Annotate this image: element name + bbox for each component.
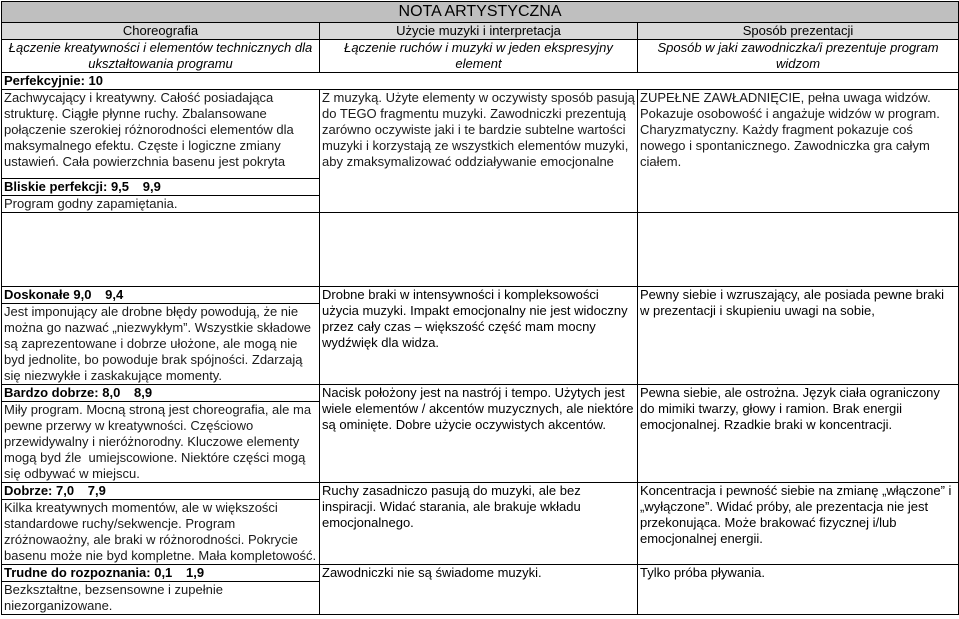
- level-row: [2, 565, 959, 582]
- column-header-choreography: Choreografia: [2, 23, 320, 40]
- music-criteria: Nacisk położony jest na nastrój i tempo. Użytych jest wiele elementów / akcentów muzycznych, ale niektóre są ominięte. Dobre użycie oczywistych akcentów.: [320, 385, 638, 483]
- choreography-criteria: Program godny zapamiętania.: [2, 196, 320, 213]
- level-row: [2, 483, 959, 500]
- column-header-music: Użycie muzyki i interpretacja: [320, 23, 638, 40]
- level-label: Bliskie perfekcji: 9,5 9,9: [2, 179, 320, 196]
- table-title: NOTA ARTYSTYCZNA: [2, 2, 959, 23]
- artistic-score-sheet: [1, 1, 958, 615]
- level-label: Trudne do rozpoznania: 0,1 1,9: [2, 565, 320, 582]
- music-criteria: Drobne braki w intensywności i kompleksowości użycia muzyki. Impakt emocjonalny nie jest widoczny przez cały czas – większość część mam mocny wydźwięk dla widza.: [320, 287, 638, 385]
- choreography-criteria: Jest imponujący ale drobne błędy powodują, że nie można go nazwać „niezwykłym”. Wszystkie składowe są zaprezentowane i dobrze ułożone, ale mogą nie byd jednolite, bo powoduje brak spójności. Zdarzają się niezwykłe i zaskakujące momenty.: [2, 304, 320, 385]
- level-label: Doskonałe 9,0 9,4: [2, 287, 320, 304]
- level-row: [2, 73, 959, 90]
- scoring-table: [1, 1, 959, 615]
- column-subtitle-choreography: Łączenie kreatywności i elementów technicznych dla ukształtowania programu: [2, 40, 320, 73]
- presentation-spacer: [638, 213, 959, 287]
- column-subtitle-row: [2, 40, 959, 73]
- choreography-criteria: Miły program. Mocną stroną jest choreografia, ale ma pewne przerwy w kreatywności. Częściowo przewidywalny i nieróżnorodny. Kluczowe elementy mogą byd źle umiejscowione. Niektóre części mogą się odbywać w miejscu.: [2, 402, 320, 483]
- presentation-criteria: Pewna siebie, ale ostrożna. Język ciała ograniczony do mimiki twarzy, głowy i ramion. Brak energii emocjonalnej. Rzadkie braki w koncentracji.: [638, 385, 959, 483]
- criteria-spacer-row: [2, 213, 959, 287]
- choreography-criteria: Zachwycający i kreatywny. Całość posiadająca strukturę. Ciągłe płynne ruchy. Zbalansowane połączenie szerokiej różnorodności elementów dla maksymalnego efektu. Częste i logiczne zmiany ustawień. Cała powierzchnia basenu jest pokryta: [2, 90, 320, 179]
- level-row: [2, 385, 959, 402]
- presentation-criteria: Tylko próba pływania.: [638, 565, 959, 615]
- choreography-criteria: Kilka kreatywnych momentów, ale w większości standardowe ruchy/sekwencje. Program zróżnowaożny, ale braki w różnorodności. Pokrycie basenu może nie byd kompletne. Mała kompletowość.: [2, 500, 320, 565]
- column-header-row: [2, 23, 959, 40]
- column-subtitle-music: Łączenie ruchów i muzyki w jeden ekspresyjny element: [320, 40, 638, 73]
- presentation-criteria: Pewny siebie i wzruszający, ale posiada pewne braki w prezentacji i skupieniu uwagi na sobie,: [638, 287, 959, 385]
- level-label: Perfekcyjnie: 10: [2, 73, 320, 90]
- level-spacer: [320, 73, 638, 90]
- level-spacer: [638, 73, 959, 90]
- choreography-criteria: Bezkształtne, bezsensowne i zupełnie niezorganizowane.: [2, 582, 320, 615]
- music-criteria: Ruchy zasadniczo pasują do muzyki, ale bez inspiracji. Widać starania, ale brakuje wkładu emocjonalnego.: [320, 483, 638, 565]
- music-spacer: [320, 213, 638, 287]
- level-label: Dobrze: 7,0 7,9: [2, 483, 320, 500]
- music-criteria: Z muzyką. Użyte elementy w oczywisty sposób pasują do TEGO fragmentu muzyki. Zawodniczki prezentują zarówno oczywiste jaki i te bardzie subtelne wartości muzyki i korzystają ze wszystkich elementów muzyki, aby zmaksymalizować oddziaływanie emocjonalne: [320, 90, 638, 213]
- level-row: [2, 287, 959, 304]
- level-label: Bardzo dobrze: 8,0 8,9: [2, 385, 320, 402]
- criteria-row: [2, 90, 959, 179]
- column-header-presentation: Sposób prezentacji: [638, 23, 959, 40]
- choreography-spacer: [2, 213, 320, 287]
- column-subtitle-presentation: Sposób w jaki zawodniczka/i prezentuje program widzom: [638, 40, 959, 73]
- music-criteria: Zawodniczki nie są świadome muzyki.: [320, 565, 638, 615]
- title-row: [2, 2, 959, 23]
- presentation-criteria: ZUPEŁNE ZAWŁADNIĘCIE, pełna uwaga widzów. Pokazuje osobowość i angażuje widzów w program. Charyzmatyczny. Każdy fragment pokazuje coś nowego i spontanicznego. Zawodniczka gra całym ciałem.: [638, 90, 959, 213]
- presentation-criteria: Koncentracja i pewność siebie na zmianę „włączone” i „wyłączone”. Widać próby, ale prezentacja nie jest przekonująca. Może brakować fizycznej i/lub emocjonalnej energii.: [638, 483, 959, 565]
